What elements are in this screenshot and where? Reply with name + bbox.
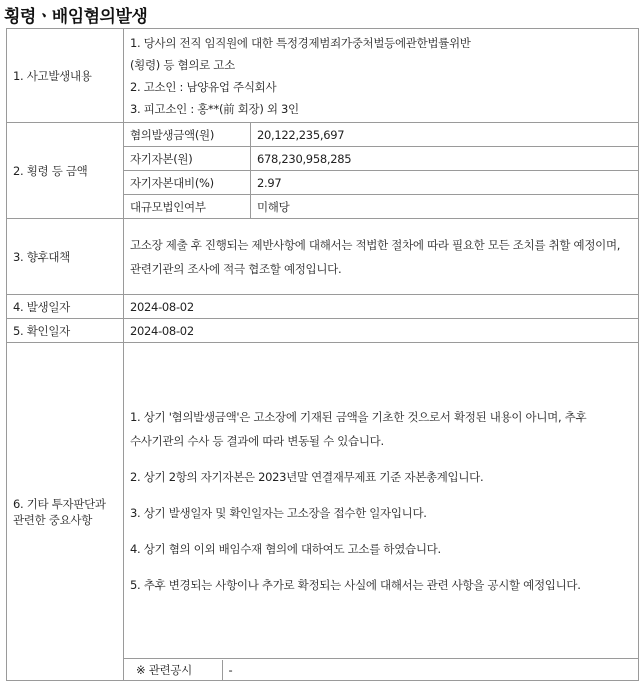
value-equity: 678,230,958,285 <box>251 147 639 171</box>
label-suspected-amount: 혐의발생금액(원) <box>124 123 251 147</box>
label-occurrence-date: 4. 발생일자 <box>7 295 124 319</box>
row-confirmation-date <box>7 319 639 343</box>
label-other-matters: 6. 기타 투자판단과 관련한 중요사항 <box>7 343 124 681</box>
other-matters-para-4: 4. 상기 혐의 이외 배임수재 혐의에 대하여도 고소를 하였습니다. <box>130 541 441 556</box>
other-matters-para-1: 1. 상기 '혐의발생금액'은 고소장에 기재된 금액을 기초한 것으로서 확정된 내용이 아니며, 추후 수사기관의 수사 등 결과에 따라 변동될 수 있습니다. <box>130 409 587 448</box>
disclosure-table <box>6 28 639 681</box>
incident-line-2: (횡령) 등 혐의로 고소 <box>130 57 235 72</box>
related-disclosure-cell <box>124 659 639 681</box>
value-future-measures <box>124 219 639 295</box>
value-equity-ratio: 2.97 <box>251 171 639 195</box>
value-incident-details <box>124 29 639 123</box>
related-disclosure-label: ※ 관련공시 <box>130 660 222 680</box>
row-incident-details <box>7 29 639 123</box>
incident-line-4: 3. 피고소인 : 홍**(前 회장) 외 3인 <box>130 101 299 116</box>
value-large-corp: 미해당 <box>251 195 639 219</box>
row-other-matters <box>7 343 639 659</box>
label-amount: 2. 횡령 등 금액 <box>7 123 124 219</box>
incident-line-3: 2. 고소인 : 남양유업 주식회사 <box>130 79 277 94</box>
row-future-measures <box>7 219 639 295</box>
row-occurrence-date <box>7 295 639 319</box>
value-occurrence-date: 2024-08-02 <box>124 295 639 319</box>
other-matters-para-5: 5. 추후 변경되는 사항이나 추가로 확정되는 사실에 대해서는 관련 사항을 공시할 예정입니다. <box>130 577 581 592</box>
future-measures-text: 고소장 제출 후 진행되는 제반사항에 대해서는 적법한 절차에 따라 필요한 모든 조치를 취할 예정이며, 관련기관의 조사에 적극 협조할 예정입니다. <box>130 237 621 276</box>
value-other-matters <box>124 343 639 659</box>
related-disclosure-value: - <box>222 660 632 680</box>
label-confirmation-date: 5. 확인일자 <box>7 319 124 343</box>
label-future-measures: 3. 향후대책 <box>7 219 124 295</box>
label-equity-ratio: 자기자본대비(%) <box>124 171 251 195</box>
value-confirmation-date: 2024-08-02 <box>124 319 639 343</box>
other-matters-para-3: 3. 상기 발생일자 및 확인일자는 고소장을 접수한 일자입니다. <box>130 505 427 520</box>
label-incident-details: 1. 사고발생내용 <box>7 29 124 123</box>
other-matters-para-2: 2. 상기 2항의 자기자본은 2023년말 연결재무제표 기준 자본총계입니다. <box>130 469 484 484</box>
label-equity: 자기자본(원) <box>124 147 251 171</box>
row-amount <box>7 123 639 147</box>
label-large-corp: 대규모법인여부 <box>124 195 251 219</box>
value-suspected-amount: 20,122,235,697 <box>251 123 639 147</box>
document-title: 횡령ㆍ배임혐의발생 <box>4 7 148 27</box>
incident-line-1: 1. 당사의 전직 임직원에 대한 특정경제범죄가중처벌등에관한법률위반 <box>130 35 471 50</box>
related-disclosure-table <box>130 660 632 680</box>
